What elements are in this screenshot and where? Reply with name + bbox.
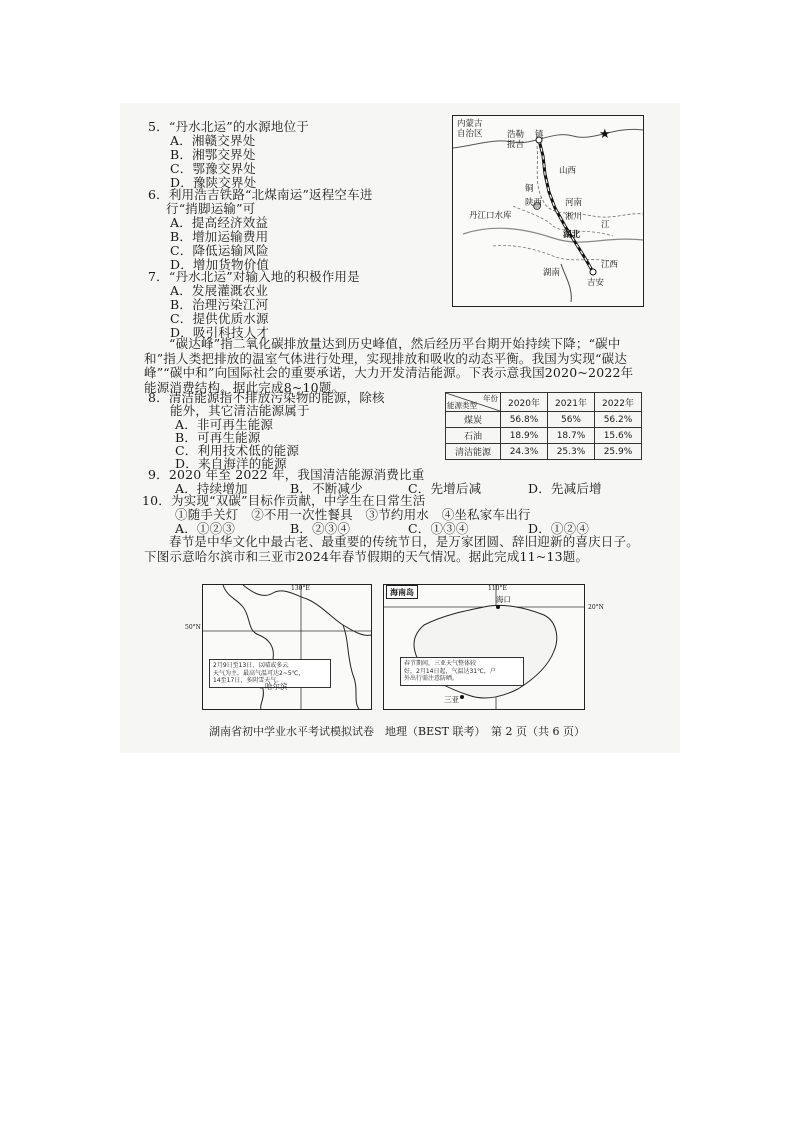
option: C．先增后减 [408, 481, 482, 496]
page-footer: 湖南省初中学业水平考试模拟试卷 地理（BEST 联考） 第 2 页（共 6 页） [209, 725, 585, 738]
option: D．先减后增 [528, 481, 602, 496]
table-cell: 石油 [446, 428, 501, 444]
table-row [446, 428, 642, 444]
table-cell: 56.2% [595, 412, 642, 428]
table-cell: 24.3% [501, 444, 548, 460]
city-harbin: 哈尔滨 [265, 682, 288, 691]
label-hunan: 湖南 [543, 268, 561, 278]
city-sanya: 三亚 [444, 695, 459, 704]
lat-label-20n: 20°N [588, 604, 604, 611]
table-cell: 56.8% [501, 412, 548, 428]
passage-carbon: “碳达峰”指二氧化碳排放量达到历史峰值，然后经历平台期开始持续下降；“碳中和”指人类把排放的温室气体进行处理，实现排放和吸收的动态平衡。我国为实现“碳达峰”“碳中和”向国际社会的重要承诺，大力开发清洁能源。下表示意我国2020~2022年能源消费结构。据此完成8~10题。 [144, 336, 634, 395]
table-cell: 25.3% [548, 444, 595, 460]
table-row [446, 412, 642, 428]
question-10-items: ①随手关灯 ②不用一次性餐具 ③节约用水 ④坐私家车出行 [175, 507, 531, 522]
table-row [446, 444, 642, 460]
label-jiangxi: 江西 [601, 260, 619, 270]
option: A．湘赣交界处 [170, 133, 256, 148]
label-haolebaoji: 浩勒 报吉 [507, 130, 525, 150]
label-hubei: 湖北 [563, 230, 581, 240]
label-shaanxi: 陕西 [525, 198, 543, 208]
question-8-stem: 8．清洁能源指不排放污染物的能源，除核 [148, 390, 385, 405]
option: B．增加运输费用 [170, 229, 269, 244]
hainan-weather-map [383, 584, 604, 710]
label-town: 镇 [535, 130, 544, 140]
question-6-stem-cont: 行“捎脚运输”可 [166, 201, 256, 216]
label-danjiangkou: 丹江口水库 [469, 211, 512, 221]
question-9-stem: 9．2020 年至 2022 年，我国清洁能源消费比重 [148, 467, 425, 482]
label-inner-mongolia: 内蒙古 自治区 [457, 119, 483, 139]
passage-spring-festival: 春节是中华文化中最古老、最重要的传统节日，是万家团圆、辞旧迎新的喜庆日子。下图示意哈尔滨市和三亚市2024年春节假期的天气情况。据此完成11~13题。 [144, 534, 639, 564]
hainan-weather-note: 春节期间，三亚天气整体较 好，2月14日起，气温达31℃，户 外出行需注意防晒。 [400, 657, 524, 686]
option: B．不断减少 [290, 481, 363, 496]
hainan-map-graphic [384, 585, 584, 709]
option: A．非可再生能源 [175, 417, 274, 432]
harbin-weather-note: 2月9日至13日，以晴或多云 天气为主，最高气温可达2~5℃， 14至17日，多阴雪天气。 [209, 659, 331, 688]
lat-label-50n: 50°N [185, 624, 201, 631]
corner-type-label: 能源类型 [447, 401, 477, 410]
label-jian: 吉安 [587, 278, 605, 288]
option: B．可再生能源 [175, 430, 261, 445]
table-header-cell: 2020年 [501, 393, 548, 412]
energy-consumption-table [445, 392, 642, 460]
railway-map [452, 115, 644, 307]
option: C．利用技术低的能源 [175, 443, 300, 458]
label-henan: 河南 [565, 198, 583, 208]
question-7-stem: 7．“丹水北运”对输入地的积极作用是 [148, 269, 360, 284]
corner-year-label: 年份 [483, 394, 498, 403]
label-tong: 铜 [525, 184, 534, 194]
option: D．豫陕交界处 [170, 175, 257, 190]
option: C．鄂豫交界处 [170, 161, 256, 176]
table-corner-cell [446, 393, 501, 412]
option: D．增加货物价值 [170, 257, 270, 272]
table-header-cell: 2021年 [548, 393, 595, 412]
lon-label-130e: 130°E [291, 585, 310, 592]
label-jiang: 江 [601, 220, 610, 230]
table-header-cell: 2022年 [595, 393, 642, 412]
city-haikou: 海口 [496, 595, 511, 604]
table-cell: 18.7% [548, 428, 595, 444]
option: A．提高经济效益 [170, 215, 269, 230]
option: D．吸引科技人才 [170, 325, 270, 340]
table-cell: 56% [548, 412, 595, 428]
option: A．发展灌溉农业 [170, 283, 269, 298]
question-6-stem: 6．利用浩吉铁路“北煤南运”返程空车进 [148, 187, 373, 202]
option: C．降低运输风险 [170, 243, 269, 258]
option: C．提供优质水源 [170, 311, 269, 326]
option: C．①③④ [408, 521, 469, 536]
table-cell: 25.9% [595, 444, 642, 460]
option: B．湘鄂交界处 [170, 147, 256, 162]
option: A．持续增加 [175, 481, 248, 496]
option: B．治理污染江河 [170, 297, 269, 312]
lon-label-110e: 110°E [488, 585, 507, 592]
question-5-stem: 5．“丹水北运”的水源地位于 [148, 119, 310, 134]
option: A．①②③ [175, 521, 236, 536]
table-cell: 18.9% [501, 428, 548, 444]
label-xichuan: 淅川 [565, 212, 583, 222]
star-icon: ★ [599, 127, 611, 142]
question-10-stem: 10．为实现“双碳”目标作贡献，中学生在日常生活 [142, 493, 426, 508]
hainan-island-title: 海南岛 [386, 585, 418, 599]
option: D．来自海洋的能源 [175, 456, 287, 471]
label-shanxi: 山西 [559, 166, 577, 176]
option: D．①②④ [528, 521, 590, 536]
harbin-weather-map [185, 584, 372, 710]
table-cell: 煤炭 [446, 412, 501, 428]
table-cell: 清洁能源 [446, 444, 501, 460]
option: B．②③④ [290, 521, 351, 536]
question-8-stem-cont: 能外，其它清洁能源属于 [170, 403, 310, 418]
table-header-row [446, 393, 642, 412]
table-cell: 15.6% [595, 428, 642, 444]
